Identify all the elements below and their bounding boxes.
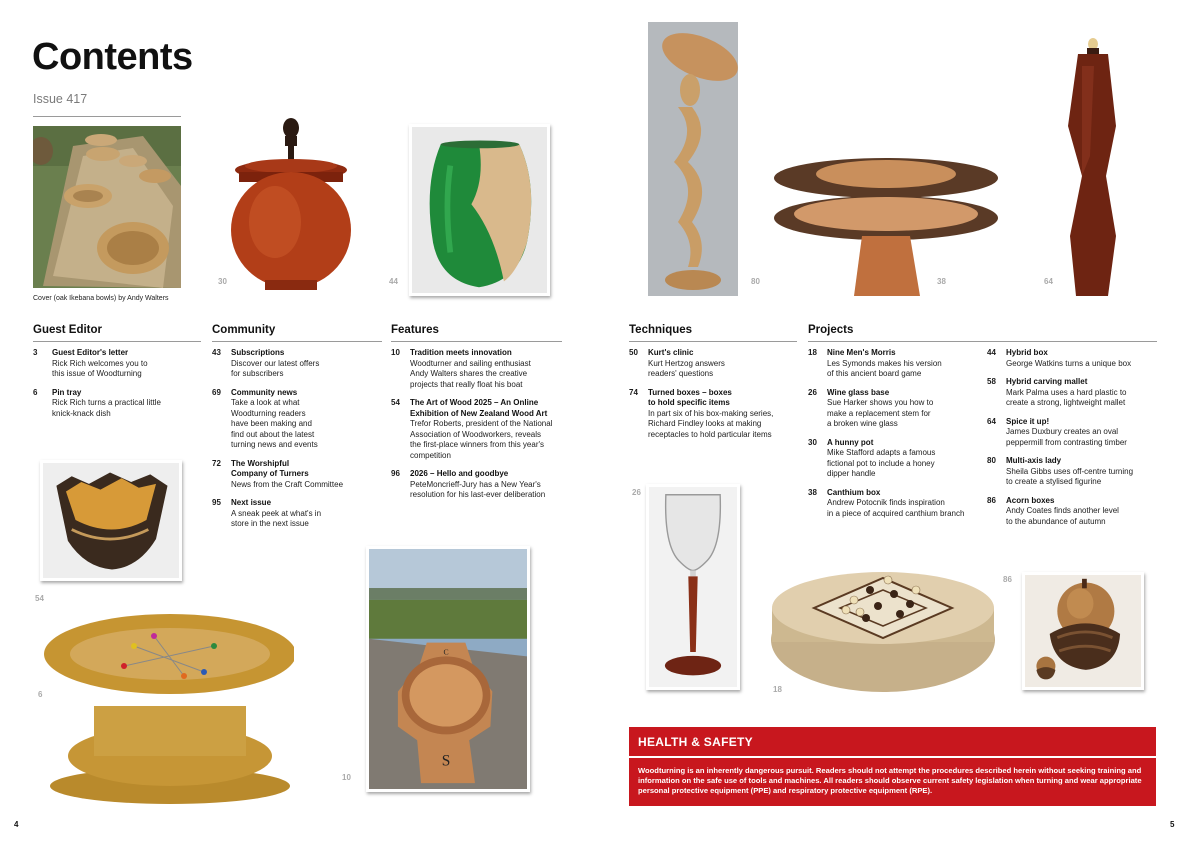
page-ref-natural-bowl: 54 <box>35 594 44 603</box>
toc-entry[interactable] <box>391 398 562 461</box>
health-safety-body: Woodturning is an inherently dangerous pursuit. Readers should not attempt the procedures described herein without seeking training and information on the safe use of tools and machines. All readers should observe current safety legislation when turning and wear appropriate personal protective equipment (PPE) and respiratory protective equipment (RPE). <box>629 758 1156 806</box>
entry-desc: Sue Harker shows you how to make a replacement stem for a broken wine glass <box>827 398 934 428</box>
entry-title: A hunny pot <box>827 437 874 447</box>
entry-desc: A sneak peek at what's in store in the next issue <box>231 508 322 528</box>
community-section <box>212 324 382 538</box>
entry-page: 96 <box>391 469 400 478</box>
issue-number: Issue 417 <box>33 92 88 106</box>
natural-edge-bowl-photo <box>40 460 182 581</box>
entry-page: 72 <box>212 458 221 468</box>
cover-caption: Cover (oak Ikebana bowls) by Andy Walters <box>33 295 169 302</box>
page-ref-pin-tray: 6 <box>38 690 43 699</box>
techniques-section <box>629 324 797 448</box>
page-ref-quaich: 10 <box>342 773 351 782</box>
entry-desc: Take a look at what Woodturning readers have been making and find out about the latest turning news and events <box>231 398 318 449</box>
entry-page: 64 <box>987 416 996 426</box>
entry-title: Nine Men's Morris <box>827 348 896 357</box>
page-number-right: 5 <box>1170 820 1175 829</box>
toc-entry[interactable] <box>987 496 1157 528</box>
entry-page: 18 <box>808 348 817 357</box>
entry-desc: Mike Stafford adapts a famous fictional pot to include a honey dipper handle <box>827 448 936 478</box>
wine-glass-photo <box>646 484 740 690</box>
toc-entry[interactable] <box>808 488 983 520</box>
entry-title: The Art of Wood 2025 – An Online Exhibition of New Zealand Wood Art <box>410 398 548 418</box>
projects-section <box>808 324 1157 348</box>
entry-title: Turned boxes – boxes to hold specific items <box>648 387 732 407</box>
entry-desc: PeteMoncrieff-Jury has a New Year's resolution for his last-ever deliberation <box>410 479 546 499</box>
issue-divider <box>33 116 181 117</box>
svg-text:S: S <box>441 752 451 770</box>
toc-entry[interactable] <box>987 377 1157 409</box>
projects-column-b <box>987 348 1157 535</box>
techniques-heading: Techniques <box>629 324 797 342</box>
entry-desc: News from the Craft Committee <box>231 479 344 489</box>
entry-page: 54 <box>391 398 400 407</box>
entry-title: Subscriptions <box>231 348 285 357</box>
entry-page: 86 <box>987 495 996 505</box>
entry-page: 95 <box>212 498 221 507</box>
toc-entry[interactable] <box>808 348 983 380</box>
entry-desc: Les Symonds makes his version of this ancient board game <box>827 358 942 378</box>
entry-title: 2026 – Hello and goodbye <box>410 469 509 478</box>
toc-entry[interactable] <box>212 459 382 491</box>
entry-page: 10 <box>391 348 400 357</box>
page-ref-bowls: 38 <box>937 277 946 286</box>
features-heading: Features <box>391 324 562 342</box>
page-ref-peppermill: 64 <box>1044 277 1053 286</box>
hunny-pot-photo <box>225 112 355 298</box>
svg-text:C: C <box>443 647 449 657</box>
entry-desc: James Duxbury creates an oval peppermill from contrasting timber <box>1006 427 1127 447</box>
community-heading: Community <box>212 324 382 342</box>
toc-entry[interactable] <box>629 348 797 380</box>
entry-title: Wine glass base <box>827 387 890 397</box>
entry-title: Acorn boxes <box>1006 495 1055 505</box>
multi-axis-sculpture-photo <box>648 22 738 296</box>
page-ref-board-game: 18 <box>773 685 782 694</box>
toc-entry[interactable] <box>629 388 797 441</box>
page-ref-acorn: 86 <box>1003 575 1012 584</box>
entry-desc: Rick Rich welcomes you to this issue of Woodturning <box>52 358 148 378</box>
toc-entry[interactable] <box>212 498 382 530</box>
toc-entry[interactable] <box>987 348 1157 369</box>
entry-desc: Rick Rich turns a practical little knick-knack dish <box>52 398 161 418</box>
toc-entry[interactable] <box>808 388 983 430</box>
entry-title: Guest Editor's letter <box>52 348 129 357</box>
entry-desc: Trefor Roberts, president of the National Association of Woodworkers, reveals the first-place winners from this year's competition <box>410 419 553 460</box>
entry-title: The Worshipful Company of Turners <box>231 458 309 478</box>
toc-entry[interactable] <box>987 417 1157 449</box>
page-number-left: 4 <box>14 820 19 829</box>
entry-title: Tradition meets innovation <box>410 348 512 357</box>
entry-desc: Mark Palma uses a hard plastic to create a strong, lightweight mallet <box>1006 387 1127 407</box>
entry-desc: Sheila Gibbs uses off-centre turning to create a stylised figurine <box>1006 466 1134 486</box>
entry-page: 3 <box>33 348 38 357</box>
toc-entry[interactable] <box>987 456 1157 488</box>
page-ref-green-vessel: 44 <box>389 277 398 286</box>
page-title: Contents <box>32 36 193 78</box>
guest-editor-heading: Guest Editor <box>33 324 201 342</box>
entry-desc: Andy Coates finds another level to the abundance of autumn <box>1006 506 1119 526</box>
entry-title: Pin tray <box>52 387 82 397</box>
projects-column-a <box>808 348 983 527</box>
entry-page: 30 <box>808 437 817 447</box>
toc-entry[interactable] <box>33 388 201 420</box>
entry-desc: In part six of his box-making series, Richard Findley looks at making receptacles to hold particular items <box>648 408 774 439</box>
entry-desc: Discover our latest offers for subscribers <box>231 358 320 378</box>
entry-title: Community news <box>231 387 298 397</box>
guest-editor-section <box>33 324 201 427</box>
toc-entry[interactable] <box>212 348 382 380</box>
cover-photo <box>33 126 181 288</box>
entry-page: 50 <box>629 348 638 357</box>
health-safety-heading: HEALTH & SAFETY <box>629 727 1156 756</box>
entry-page: 38 <box>808 487 817 497</box>
entry-page: 69 <box>212 387 221 397</box>
entry-page: 58 <box>987 377 996 386</box>
entry-page: 44 <box>987 348 996 357</box>
entry-page: 43 <box>212 348 221 357</box>
entry-desc: Kurt Hertzog answers readers' questions <box>648 358 725 378</box>
quaich-photo <box>366 546 530 792</box>
entry-title: Canthium box <box>827 487 881 497</box>
toc-entry[interactable] <box>33 348 201 380</box>
entry-page: 80 <box>987 456 996 465</box>
entry-title: Kurt's clinic <box>648 348 694 357</box>
projects-heading: Projects <box>808 324 1157 342</box>
entry-title: Hybrid box <box>1006 348 1048 357</box>
toc-entry[interactable] <box>391 469 562 501</box>
natural-edge-bowls-photo <box>770 150 1010 300</box>
toc-entry[interactable] <box>808 438 983 480</box>
page-ref-sculpture: 80 <box>751 277 760 286</box>
entry-title: Spice it up! <box>1006 416 1050 426</box>
entry-desc: George Watkins turns a unique box <box>1006 358 1132 368</box>
acorn-box-photo <box>1022 572 1144 690</box>
entry-page: 6 <box>33 387 38 397</box>
board-game-photo <box>770 568 996 696</box>
entry-desc: Andrew Potocnik finds inspiration in a piece of acquired canthium branch <box>827 498 965 518</box>
pin-tray-photo <box>44 606 294 806</box>
entry-page: 26 <box>808 387 817 397</box>
page-ref-wine-glass: 26 <box>632 488 641 497</box>
entry-title: Hybrid carving mallet <box>1006 377 1088 386</box>
green-vessel-photo <box>409 124 550 296</box>
peppermill-photo <box>1060 36 1128 298</box>
entry-desc: Woodturner and sailing enthusiast Andy Walters shares the creative projects that really float his boat <box>410 358 531 389</box>
entry-title: Multi-axis lady <box>1006 456 1062 465</box>
toc-entry[interactable] <box>391 348 562 390</box>
entry-page: 74 <box>629 387 638 397</box>
page-ref-hunny-pot: 30 <box>218 277 227 286</box>
toc-entry[interactable] <box>212 388 382 451</box>
entry-title: Next issue <box>231 498 272 507</box>
features-section <box>391 324 562 509</box>
